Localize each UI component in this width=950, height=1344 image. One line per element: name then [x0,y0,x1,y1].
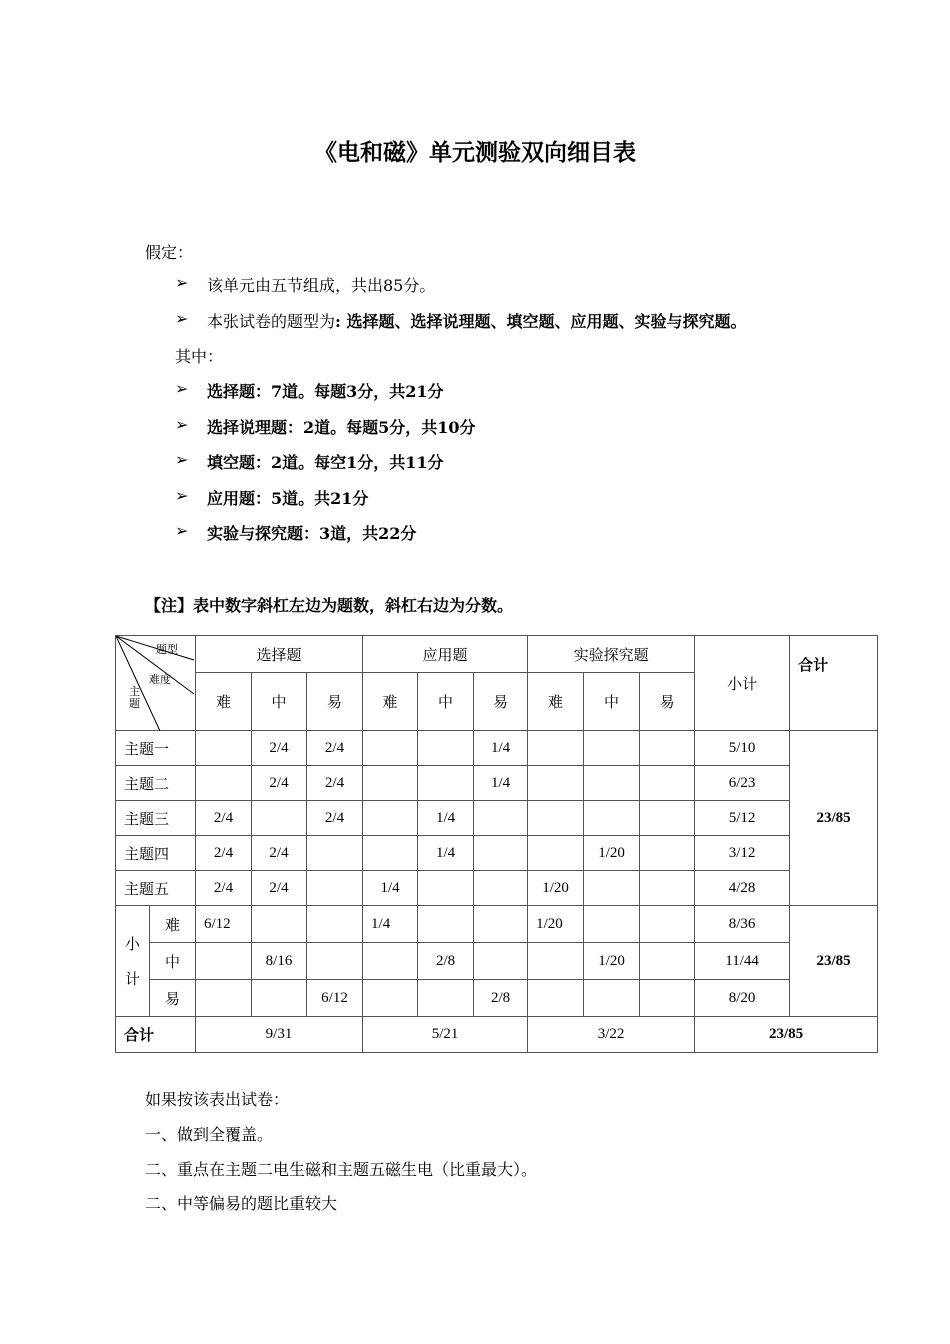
assumption-item [207,309,747,332]
level-header: 易 [474,673,528,731]
row-subtotal: 8/20 [695,980,790,1017]
table-cell [252,801,307,836]
table-cell: 1/4 [363,906,418,943]
table-cell [307,943,363,980]
subtotal-char: 小 [124,937,140,953]
table-cell: 2/4 [196,836,252,871]
topic-label: 主题五 [116,871,196,906]
table-cell: 2/4 [252,871,307,906]
assumption-item: 该单元由五节组成，共出85分。 [207,276,436,295]
footer-value: 9/31 [196,1017,363,1053]
table-cell: 2/4 [307,766,363,801]
table-cell [528,801,584,836]
table-cell: 2/4 [307,801,363,836]
table-cell [528,980,584,1017]
table-row [116,836,878,871]
types-list: : 选择题、选择说理题、填空题、应用题、实验与探究题。 [335,312,747,331]
level-label: 难 [150,906,196,943]
diagonal-header-cell [116,636,196,731]
table-cell: 8/16 [252,943,307,980]
bullet-arrow-icon: ➢ [175,521,189,540]
table-cell [418,766,474,801]
footer-value: 5/21 [363,1017,528,1053]
table-cell: 2/4 [196,871,252,906]
types-intro: 本张试卷的题型为 [207,312,336,331]
table-cell: 1/4 [363,871,418,906]
table-cell [584,906,640,943]
table-cell [528,836,584,871]
table-row [116,766,878,801]
table-cell [196,980,252,1017]
table-cell: 2/8 [418,943,474,980]
row-subtotal: 5/10 [695,731,790,766]
table-note: 【注】表中数字斜杠左边为题数，斜杠右边为分数。 [145,596,514,615]
bullet-arrow-icon: ➢ [175,486,189,505]
total-header: 合计 [790,636,878,731]
table-cell [528,943,584,980]
topic-label: 主题三 [116,801,196,836]
row-subtotal: 5/12 [695,801,790,836]
detail-item: 填空题：2道。每空1分，共11分 [207,453,444,472]
footer-label: 合计 [116,1017,196,1053]
level-header: 难 [363,673,418,731]
assume-label: 假定： [145,243,194,262]
table-row [116,906,878,943]
group-header: 实验探究题 [528,636,695,673]
table-cell: 6/12 [196,906,252,943]
corner-topic-label: 题 [129,698,140,710]
level-header: 难 [196,673,252,731]
level-header: 难 [528,673,584,731]
table-cell: 1/20 [584,943,640,980]
table-cell [474,871,528,906]
table-cell [640,906,695,943]
detail-item: 选择题：7道。每题3分，共21分 [207,382,444,401]
table-cell: 1/4 [418,801,474,836]
table-cell: 6/12 [307,980,363,1017]
table-cell [640,766,695,801]
closing-intro: 如果按该表出试卷： [145,1090,290,1109]
row-subtotal: 4/28 [695,871,790,906]
table-cell [474,801,528,836]
table-cell [252,980,307,1017]
table-cell [418,731,474,766]
table-cell [363,801,418,836]
table-cell [584,801,640,836]
table-row [116,801,878,836]
row-subtotal: 3/12 [695,836,790,871]
table-cell [584,731,640,766]
table-cell: 1/20 [584,836,640,871]
table-cell [640,980,695,1017]
table-cell [307,836,363,871]
spec-table [115,635,878,1053]
subtotal-group-label [116,906,150,1017]
subtotal-header: 小计 [695,636,790,731]
closing-point: 二、重点在主题二电生磁和主题五磁生电（比重最大）。 [145,1160,538,1179]
level-total: 23/85 [790,906,878,1017]
table-cell: 2/4 [252,731,307,766]
row-subtotal: 8/36 [695,906,790,943]
table-cell [196,731,252,766]
table-cell [196,766,252,801]
table-cell [640,836,695,871]
level-label: 易 [150,980,196,1017]
table-cell [640,731,695,766]
topic-label: 主题四 [116,836,196,871]
group-header: 应用题 [363,636,528,673]
topic-label: 主题二 [116,766,196,801]
bullet-arrow-icon: ➢ [175,415,189,434]
table-cell [474,906,528,943]
table-row [116,731,878,766]
table-cell: 2/8 [474,980,528,1017]
corner-difficulty-label: 难度 [149,674,171,686]
footer-total: 23/85 [695,1017,878,1053]
table-cell [640,871,695,906]
closing-point: 二、中等偏易的题比重较大 [145,1194,338,1213]
level-header: 中 [418,673,474,731]
table-cell: 2/4 [307,731,363,766]
table-cell [418,906,474,943]
topic-label: 主题一 [116,731,196,766]
table-cell: 2/4 [252,766,307,801]
table-cell [363,836,418,871]
corner-type-label: 题型 [156,644,178,656]
table-cell [307,906,363,943]
table-cell [307,871,363,906]
bullet-arrow-icon: ➢ [175,309,189,328]
table-cell [584,766,640,801]
group-header: 选择题 [196,636,363,673]
bullet-arrow-icon: ➢ [175,273,189,292]
table-row [116,1017,878,1053]
table-cell [418,980,474,1017]
table-cell [640,943,695,980]
table-cell: 2/4 [196,801,252,836]
closing-point: 一、做到全覆盖。 [145,1125,274,1144]
table-cell: 1/4 [474,731,528,766]
subtotal-char: 计 [124,972,140,988]
page-title: 《电和磁》单元测验双向细目表 [314,140,636,166]
level-header: 易 [640,673,695,731]
level-header: 中 [252,673,307,731]
corner-topic-label: 主 [129,686,140,698]
table-cell [363,943,418,980]
among-label: 其中： [175,347,224,366]
level-label: 中 [150,943,196,980]
table-cell: 1/20 [528,871,584,906]
table-cell [640,801,695,836]
table-cell: 1/4 [418,836,474,871]
bullet-arrow-icon: ➢ [175,450,189,469]
table-cell [528,731,584,766]
table-cell: 1/4 [474,766,528,801]
row-subtotal: 6/23 [695,766,790,801]
table-cell [474,943,528,980]
level-header: 中 [584,673,640,731]
table-cell: 1/20 [528,906,584,943]
bullet-arrow-icon: ➢ [175,379,189,398]
table-cell [363,980,418,1017]
table-cell [363,766,418,801]
table-row [116,980,878,1017]
row-subtotal: 11/44 [695,943,790,980]
table-cell [252,906,307,943]
table-cell [418,871,474,906]
table-cell [584,980,640,1017]
footer-value: 3/22 [528,1017,695,1053]
table-cell [196,943,252,980]
table-cell [528,766,584,801]
detail-item: 应用题：5道。共21分 [207,489,369,508]
detail-item: 实验与探究题：3道，共22分 [207,524,417,543]
level-header: 易 [307,673,363,731]
topic-total: 23/85 [790,731,878,906]
table-cell [363,731,418,766]
table-cell: 2/4 [252,836,307,871]
table-row [116,871,878,906]
table-cell [474,836,528,871]
table-row [116,943,878,980]
detail-item: 选择说理题：2道。每题5分，共10分 [207,418,476,437]
table-cell [584,871,640,906]
